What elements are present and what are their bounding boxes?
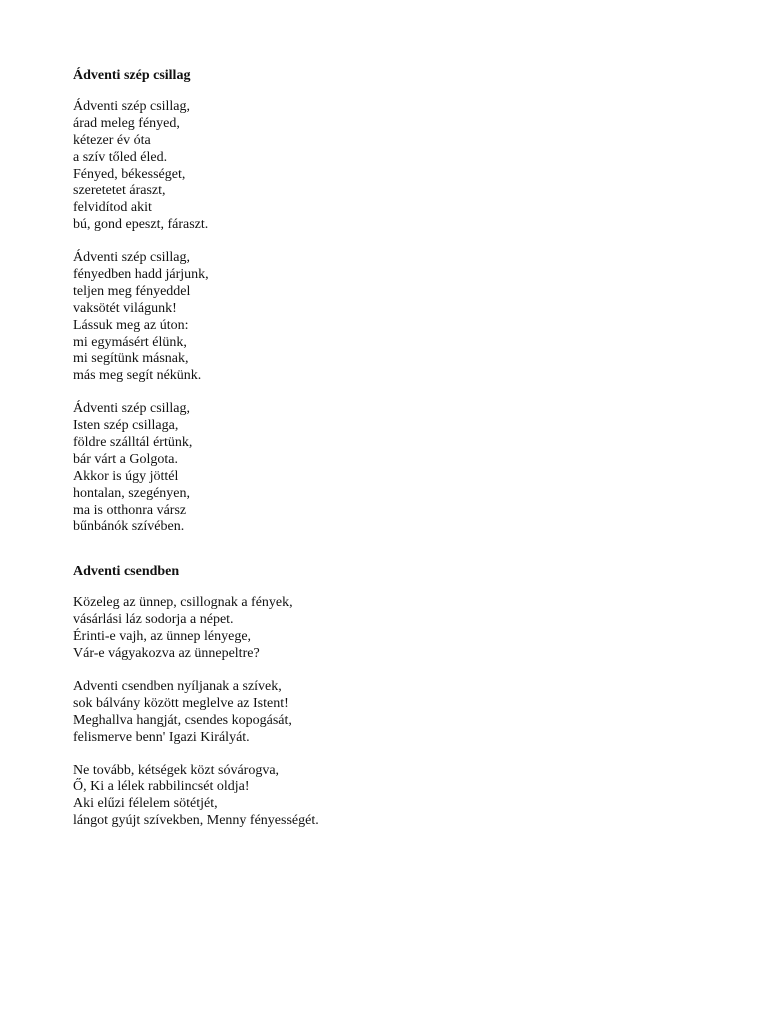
poem-line: bár várt a Golgota.	[73, 451, 178, 467]
poem-line: ma is otthonra vársz	[73, 502, 187, 518]
poem-line: hontalan, szegényen,	[73, 485, 191, 501]
poem-title: Ádventi szép csillag	[73, 68, 191, 83]
poem-line: Ádventi szép csillag,	[73, 401, 191, 417]
poem-line: a szív tőled éled.	[73, 149, 168, 165]
poem-line: Meghallva hangját, csendes kopogását,	[73, 712, 292, 728]
poem-line: mi egymásért élünk,	[73, 334, 187, 350]
poem-line: sok bálvány között meglelve az Istent!	[73, 695, 289, 711]
poem-line: Aki elűzi félelem sötétjét,	[73, 796, 218, 812]
poem-line: Akkor is úgy jöttél	[73, 468, 179, 484]
stanza	[73, 99, 713, 234]
poem-adventi-csendben	[73, 562, 713, 830]
poem-line: felismerve benn' Igazi Királyát.	[73, 729, 250, 745]
stanza	[73, 401, 713, 536]
poem-line: Ádventi szép csillag,	[73, 250, 191, 266]
poem-line: bú, gond epeszt, fáraszt.	[73, 217, 209, 233]
poem-line: Ádventi szép csillag,	[73, 99, 191, 114]
poem-line: lángot gyújt szívekben, Menny fényességét.	[73, 813, 319, 829]
poem-line: árad meleg fényed,	[73, 115, 180, 131]
poem-line: Ne tovább, kétségek közt sóvárogva,	[73, 762, 280, 778]
stanza	[73, 763, 713, 831]
poem-line: kétezer év óta	[73, 132, 151, 148]
poem-line: Vár-e vágyakozva az ünnepeltre?	[73, 646, 260, 662]
poem-line: Érinti-e vajh, az ünnep lényege,	[73, 629, 252, 645]
poem-line: mi segítünk másnak,	[73, 351, 189, 367]
poem-line: Közeleg az ünnep, csillognak a fények,	[73, 595, 293, 611]
poem-line: Lássuk meg az úton:	[73, 317, 189, 333]
poem-title: Adventi csendben	[73, 564, 180, 580]
poem-line: bűnbánók szívében.	[73, 519, 185, 535]
poem-line: más meg segít nékünk.	[73, 368, 202, 384]
poem-line: vásárlási láz sodorja a népet.	[73, 612, 234, 628]
poem-adventi-szep-csillag	[73, 66, 713, 536]
poem-line: felvidítod akit	[73, 200, 152, 216]
poem-line: szeretetet áraszt,	[73, 183, 166, 199]
poem-line: Ő, Ki a lélek rabbilincsét oldja!	[73, 779, 250, 795]
stanza	[73, 595, 713, 663]
document-page	[73, 66, 713, 846]
poem-line: Adventi csendben nyíljanak a szívek,	[73, 678, 282, 694]
poem-line: földre szálltál értünk,	[73, 435, 193, 451]
stanza	[73, 679, 713, 747]
poem-line: fényedben hadd járjunk,	[73, 267, 209, 283]
poem-line: vaksötét világunk!	[73, 300, 177, 316]
stanza	[73, 250, 713, 385]
poem-line: teljen meg fényeddel	[73, 283, 191, 299]
poem-line: Fényed, békességet,	[73, 166, 186, 182]
poem-line: Isten szép csillaga,	[73, 418, 179, 434]
